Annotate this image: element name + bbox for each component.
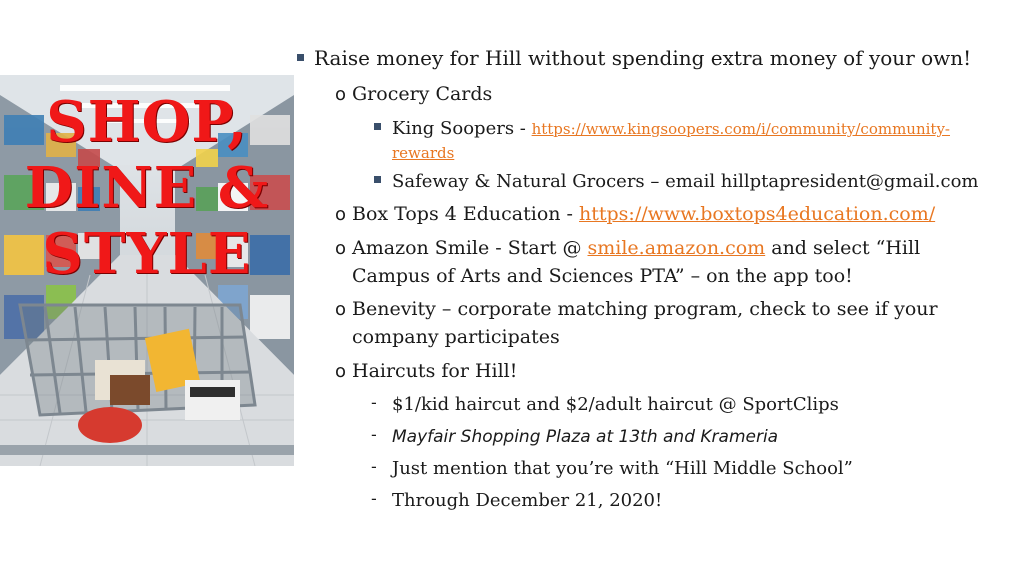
bullet-hair-location [371,423,779,451]
bullet-king-soopers [392,115,950,143]
circle-bullet-icon: o [335,84,347,105]
bullet-text: Mayfair Shopping Plaza at 13th and Krameria [392,427,779,447]
bullet-hair-mention [371,455,853,482]
bullet-amazon-smile-cont [352,263,853,290]
circle-bullet-icon: o [335,361,347,382]
dash-bullet-icon: - [371,489,377,508]
bullet-text: $1/kid haircut and $2/adult haircut @ SportClips [392,394,839,415]
bullet-grocery-cards [335,81,493,108]
bullet-haircuts [335,358,518,385]
bullet-safeway [392,168,978,195]
king-soopers-link[interactable]: https://www.kingsoopers.com/i/community/community- [531,120,950,138]
square-bullet-icon [297,54,304,61]
circle-bullet-icon: o [335,299,347,320]
bullet-text: Benevity – corporate matching program, check to see if your [352,298,938,320]
bullet-king-soopers-cont [392,139,454,167]
dash-bullet-icon: - [371,425,377,444]
title-line-3: STYLE [42,221,252,287]
bullet-benevity [335,296,938,323]
bullet-text: Through December 21, 2020! [392,490,663,511]
dash-bullet-icon: - [371,457,377,476]
bullet-text: Safeway & Natural Grocers – email hillptapresident@gmail.com [392,171,979,192]
circle-bullet-icon: o [335,238,347,259]
dash-bullet-icon: - [371,393,377,412]
bullet-text: Just mention that you’re with “Hill Middle School” [392,458,853,479]
title-line-1: SHOP, [46,89,248,155]
bullet-text: Haircuts for Hill! [352,360,518,382]
bullet-text: Amazon Smile - Start @ [352,237,588,259]
square-bullet-icon [374,176,381,183]
bullet-box-tops [335,201,936,228]
title-line-2: DINE & [24,155,270,221]
square-bullet-icon [374,123,381,130]
bullet-amazon-smile [335,235,921,262]
bullet-raise-money [314,45,971,72]
bullet-text: Box Tops 4 Education - [352,203,579,225]
bullet-benevity-cont [352,324,560,351]
boxtops-link[interactable]: https://www.boxtops4education.com/ [579,203,936,225]
bullet-text-suffix: and select “Hill [765,237,921,259]
bullet-text: Grocery Cards [352,83,493,105]
bullet-text: company participates [352,326,560,348]
bullet-hair-prices [371,391,839,418]
amazon-smile-link[interactable]: smile.amazon.com [587,237,766,259]
king-soopers-link-cont[interactable]: rewards [392,144,455,162]
bullet-text: King Soopers - [392,118,532,139]
bullet-text: Raise money for Hill without spending extra money of your own! [314,46,972,70]
bullet-hair-deadline [371,487,663,514]
bullet-text: Campus of Arts and Sciences PTA” – on the app too! [352,265,853,287]
circle-bullet-icon: o [335,204,347,225]
